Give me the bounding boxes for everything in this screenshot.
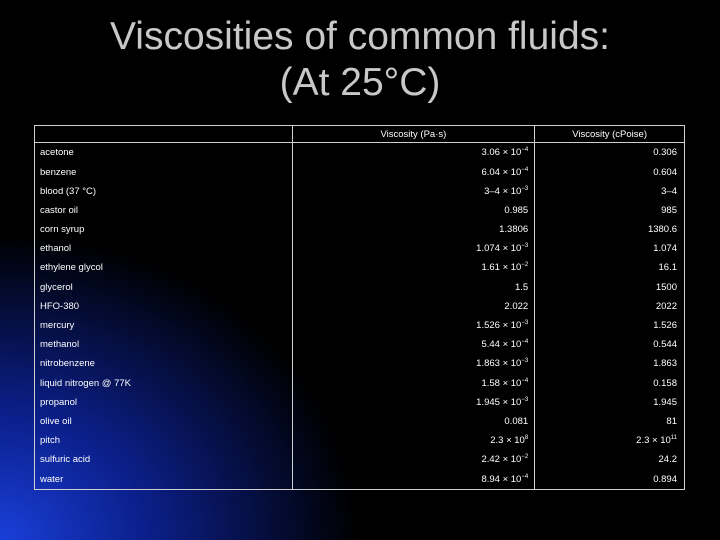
viscosity-cpoise-value: 81: [666, 415, 677, 427]
viscosity-cpoise-value: 16.1: [658, 262, 677, 274]
viscosity-pas-value: 6.04 × 10: [481, 166, 522, 178]
viscosity-pas-exponent: −3: [521, 396, 529, 403]
viscosity-pas-exponent: −3: [521, 243, 529, 250]
fluid-name: blood (37 °C): [35, 182, 293, 201]
viscosity-pas-cell: [292, 297, 535, 316]
viscosity-pas-value: 3–4 × 10: [484, 185, 522, 197]
viscosity-cpoise-cell: [535, 239, 685, 258]
viscosity-cpoise-value: 1.526: [653, 320, 677, 331]
table-row: [35, 335, 685, 354]
viscosity-cpoise-cell: [535, 316, 685, 335]
viscosity-table: [34, 125, 685, 490]
viscosity-pas-value: 2.022: [504, 300, 529, 312]
viscosity-pas-exponent: −4: [521, 473, 529, 480]
viscosity-pas-exponent: −4: [521, 339, 529, 346]
viscosity-cpoise-value: 0.894: [653, 473, 677, 485]
viscosity-cpoise-value: 1.863: [653, 358, 677, 370]
viscosity-cpoise-cell: [535, 182, 685, 201]
viscosity-pas-cell: [292, 220, 535, 239]
table-row: [35, 220, 685, 239]
viscosity-pas-cell: [292, 143, 535, 163]
viscosity-pas-cell: [292, 182, 535, 201]
header-viscosity-cpoise: Viscosity (cPoise): [535, 126, 685, 143]
viscosity-cpoise-value: 1380.6: [647, 224, 677, 236]
viscosity-cpoise-exponent: 11: [670, 435, 677, 442]
viscosity-cpoise-cell: [535, 431, 685, 450]
table-row: [35, 297, 685, 316]
header-fluid: [35, 126, 293, 143]
fluid-name: corn syrup: [35, 220, 293, 239]
viscosity-pas-value: 1.5: [514, 281, 529, 293]
table-row: [35, 316, 685, 335]
viscosity-cpoise-cell: [535, 201, 685, 220]
viscosity-pas-cell: [292, 316, 535, 335]
viscosity-pas-exponent: −4: [521, 166, 529, 173]
table-row: [35, 258, 685, 277]
fluid-name: benzene: [35, 163, 293, 182]
fluid-name: olive oil: [35, 412, 293, 431]
viscosity-pas-cell: [292, 469, 535, 489]
viscosity-pas-cell: [292, 373, 535, 392]
viscosity-cpoise-cell: [535, 163, 685, 182]
fluid-name: mercury: [35, 316, 293, 335]
viscosity-cpoise-cell: [535, 450, 685, 469]
viscosity-table-container: [34, 125, 685, 490]
viscosity-cpoise-value: 0.544: [653, 339, 677, 351]
viscosity-pas-value: 1.945 × 10: [476, 396, 522, 408]
viscosity-cpoise-value: 1.945: [653, 396, 677, 408]
fluid-name: acetone: [35, 143, 293, 163]
viscosity-cpoise-value: 985: [661, 204, 677, 216]
title-line-2: (At 25°C): [279, 61, 441, 104]
table-row: [35, 278, 685, 297]
table-row: [35, 143, 685, 163]
viscosity-cpoise-cell: [535, 469, 685, 489]
viscosity-cpoise-cell: [535, 258, 685, 277]
viscosity-pas-cell: [292, 393, 535, 412]
viscosity-cpoise-cell: [535, 220, 685, 239]
viscosity-pas-cell: [292, 163, 535, 182]
fluid-name: liquid nitrogen @ 77K: [35, 373, 293, 392]
table-row: [35, 393, 685, 412]
viscosity-pas-value: 1.3806: [499, 224, 529, 236]
viscosity-pas-value: 1.61 × 10: [481, 262, 522, 274]
viscosity-pas-value: 0.081: [504, 415, 529, 427]
table-row: [35, 239, 685, 258]
viscosity-cpoise-value: 1.074: [653, 243, 677, 255]
viscosity-cpoise-value: 0.158: [653, 377, 677, 389]
viscosity-pas-cell: [292, 354, 535, 373]
fluid-name: castor oil: [35, 201, 293, 220]
table-row: [35, 450, 685, 469]
fluid-name: ethanol: [35, 239, 293, 258]
table-row: [35, 201, 685, 220]
viscosity-pas-value: 2.3 × 10: [490, 435, 525, 447]
viscosity-pas-cell: [292, 239, 535, 258]
viscosity-pas-exponent: −3: [521, 185, 529, 192]
fluid-name: nitrobenzene: [35, 354, 293, 373]
viscosity-cpoise-cell: [535, 143, 685, 163]
fluid-name: HFO-380: [35, 297, 293, 316]
viscosity-pas-cell: [292, 258, 535, 277]
header-viscosity-pas: Viscosity (Pa·s): [292, 126, 535, 143]
viscosity-pas-cell: [292, 450, 535, 469]
viscosity-cpoise-cell: [535, 412, 685, 431]
viscosity-pas-exponent: −2: [521, 262, 529, 269]
viscosity-cpoise-cell: [535, 278, 685, 297]
viscosity-pas-cell: [292, 278, 535, 297]
viscosity-pas-value: 1.526 × 10: [476, 320, 522, 331]
fluid-name: methanol: [35, 335, 293, 354]
viscosity-pas-cell: [292, 201, 535, 220]
viscosity-cpoise-value: 24.2: [658, 454, 677, 466]
fluid-name: propanol: [35, 393, 293, 412]
table-row: [35, 412, 685, 431]
viscosity-cpoise-value: 3–4: [661, 185, 677, 197]
title-line-1: Viscosities of common fluids:: [110, 15, 610, 58]
table-row: [35, 163, 685, 182]
viscosity-pas-value: 0.985: [504, 204, 529, 216]
viscosity-pas-value: 1.074 × 10: [476, 243, 522, 255]
fluid-name: pitch: [35, 431, 293, 450]
viscosity-pas-exponent: −4: [521, 147, 529, 154]
viscosity-cpoise-value: 2.3 × 10: [636, 435, 671, 447]
viscosity-pas-value: 1.863 × 10: [476, 358, 522, 370]
viscosity-pas-value: 8.94 × 10: [481, 473, 522, 485]
table-header-row: [35, 126, 685, 143]
viscosity-pas-exponent: −2: [521, 454, 529, 461]
viscosity-pas-exponent: 8: [524, 435, 529, 442]
fluid-name: glycerol: [35, 278, 293, 297]
viscosity-pas-cell: [292, 431, 535, 450]
fluid-name: water: [35, 469, 293, 489]
table-row: [35, 431, 685, 450]
viscosity-pas-exponent: −3: [521, 320, 529, 326]
viscosity-cpoise-cell: [535, 373, 685, 392]
viscosity-pas-cell: [292, 412, 535, 431]
viscosity-pas-exponent: −4: [521, 377, 529, 384]
fluid-name: sulfuric acid: [35, 450, 293, 469]
slide-title: [0, 14, 720, 106]
viscosity-pas-exponent: −3: [521, 358, 529, 365]
viscosity-pas-cell: [292, 335, 535, 354]
viscosity-cpoise-value: 2022: [655, 300, 677, 312]
viscosity-pas-value: 5.44 × 10: [481, 339, 522, 351]
viscosity-cpoise-cell: [535, 354, 685, 373]
table-row: [35, 354, 685, 373]
viscosity-cpoise-cell: [535, 335, 685, 354]
table-row: [35, 182, 685, 201]
table-row: [35, 373, 685, 392]
fluid-name: ethylene glycol: [35, 258, 293, 277]
viscosity-cpoise-value: 1500: [655, 281, 677, 293]
viscosity-cpoise-value: 0.306: [653, 147, 677, 159]
viscosity-pas-value: 1.58 × 10: [481, 377, 522, 389]
viscosity-cpoise-cell: [535, 393, 685, 412]
viscosity-pas-value: 2.42 × 10: [481, 454, 522, 466]
viscosity-pas-value: 3.06 × 10: [481, 147, 522, 159]
viscosity-cpoise-cell: [535, 297, 685, 316]
table-row: [35, 469, 685, 489]
viscosity-cpoise-value: 0.604: [653, 166, 677, 178]
